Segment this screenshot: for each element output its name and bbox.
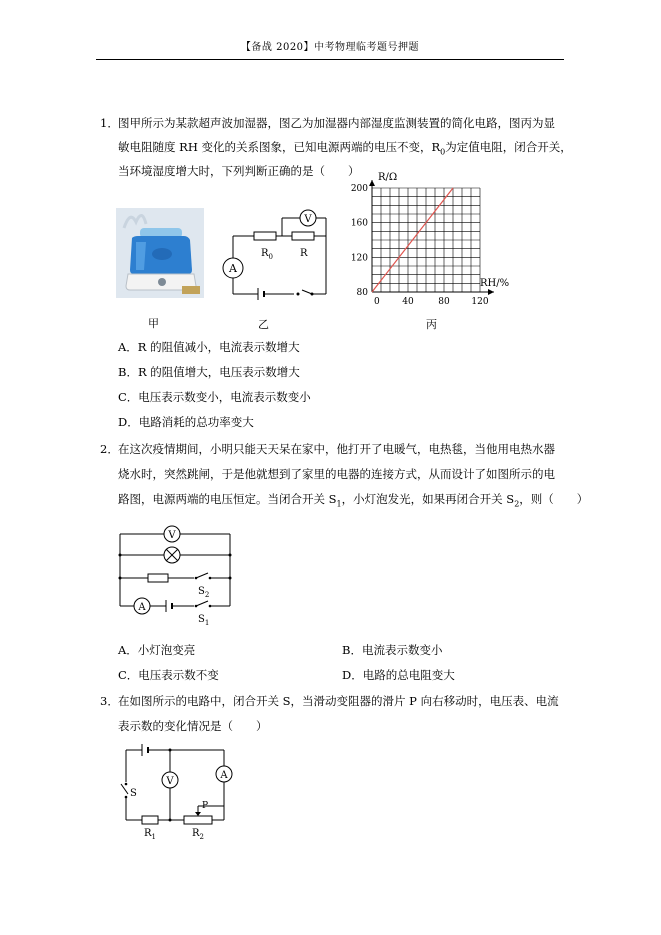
q3-number: 3． — [100, 694, 119, 708]
q1-option-a[interactable]: A．R 的阻值减小，电流表示数增大 — [118, 340, 300, 354]
q3-voltmeter-label: V — [166, 776, 174, 787]
y-axis-label: R/Ω — [378, 172, 398, 183]
q2-line-3b: ，小灯泡发光，如果再闭合开关 S — [341, 492, 515, 506]
q1-option-c[interactable]: C．电压表示数变小，电流表示数变小 — [118, 390, 311, 404]
voltmeter-label: V — [304, 214, 312, 225]
q2-ammeter-label: A — [138, 602, 146, 613]
q2-line-1: 在这次疫情期间，小明只能天天呆在家中，他打开了电暖气，电热毯，当他用电热水器 — [118, 442, 555, 456]
fig-label-jia: 甲 — [148, 317, 159, 330]
humidifier-illustration — [116, 208, 204, 298]
x-tick-label: 40 — [402, 297, 414, 307]
q2-voltmeter-label: V — [168, 530, 176, 541]
q3-r2-label: $R_2$ — [192, 828, 204, 840]
q2-option-a[interactable]: A．小灯泡变亮 — [118, 643, 196, 657]
q1-line-2a: 敏电阻随度 RH 变化的关系图象，已知电源两端的电压不变，R — [118, 140, 441, 154]
rh-resistance-chart — [344, 168, 520, 308]
q2-line-3a: 路图，电源两端的电压恒定。当闭合开关 S — [118, 492, 337, 506]
r-label: R — [300, 248, 308, 259]
circuit-diagram-q3 — [112, 742, 242, 840]
q1-number: 1． — [100, 116, 119, 130]
r0-label: $R_0$ — [261, 248, 273, 261]
q1-line-2 — [118, 140, 572, 159]
circuit-diagram-q2 — [112, 520, 240, 630]
y-tick-label: 80 — [356, 288, 368, 298]
q2-option-d[interactable]: D．电路的总电阻变大 — [342, 668, 455, 682]
q3-line-1: 在如图所示的电路中，闭合开关 S，当滑动变阻器的滑片 P 向右移动时，电压表、电流 — [118, 694, 559, 708]
q3-p-label: P — [202, 801, 209, 811]
q2-line-2: 烧水时，突然跳闸，于是他就想到了家里的电器的连接方式，从而设计了如图所示的电 — [118, 467, 555, 481]
y-tick-label: 160 — [350, 218, 368, 229]
q2-s2-sub: 2 — [514, 499, 520, 509]
q3-ammeter-label: A — [220, 770, 228, 781]
chart-grid — [372, 188, 480, 292]
x-axis-label: RH/% — [480, 278, 510, 289]
q3-line-2: 表示数的变化情况是（ ） — [118, 719, 268, 733]
x-tick-label: 0 — [374, 297, 380, 307]
x-tick-label: 80 — [438, 297, 450, 307]
q1-option-b[interactable]: B．R 的阻值增大，电压表示数增大 — [118, 365, 300, 379]
q2-s2-label: $S_2$ — [198, 586, 210, 599]
q2-option-b[interactable]: B．电流表示数变小 — [342, 643, 443, 657]
x-tick-label: 120 — [471, 297, 489, 307]
humidifier-photo — [116, 208, 204, 298]
y-axis-arrow — [369, 180, 375, 186]
y-tick-label: 200 — [350, 184, 368, 194]
q1-option-d[interactable]: D．电路消耗的总功率变大 — [118, 415, 254, 429]
circuit-diagram-yi — [218, 206, 334, 302]
ammeter-label: A — [229, 262, 237, 275]
q3-r1-label: $R_1$ — [144, 828, 156, 840]
q1-line-1: 图甲所示为某款超声波加湿器，图乙为加湿器内部湿度监测装置的简化电路，图丙为显 — [118, 116, 555, 130]
q2-option-c[interactable]: C．电压表示数不变 — [118, 668, 219, 682]
q2-number: 2． — [100, 442, 119, 456]
chart-axes — [369, 180, 494, 295]
fig-label-yi: 乙 — [258, 318, 269, 331]
fig-label-bing: 丙 — [426, 318, 437, 331]
q2-line-3 — [118, 492, 588, 511]
y-tick-label: 120 — [350, 253, 368, 264]
header-rule — [96, 59, 564, 60]
q2-s1-sub: 1 — [336, 499, 342, 509]
q1-r0-sub: 0 — [440, 147, 446, 157]
q3-s-label: S — [130, 788, 137, 799]
q2-line-3c: ，则（ ） — [519, 492, 589, 506]
page-header: 【备战 2020】中考物理临考题号押题 — [240, 42, 420, 53]
q1-line-2b: 为定值电阻，闭合开关， — [445, 140, 572, 154]
x-axis-arrow — [488, 289, 494, 295]
q2-s1-label: $S_1$ — [198, 614, 210, 627]
q1-line-3: 当环境湿度增大时，下列判断正确的是（ ） — [118, 164, 360, 178]
